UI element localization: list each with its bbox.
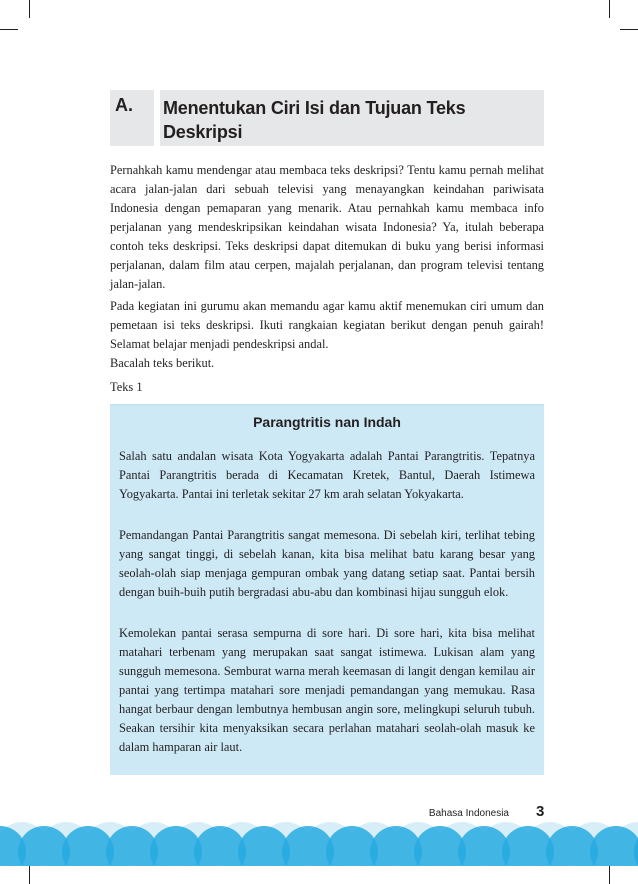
reading-paragraph-2: Pemandangan Pantai Parangtritis sangat memesona. Di sebelah kiri, terlihat tebing yang sangat tinggi, di sebelah kanan, kita bisa melihat batu karang besar yang seolah-olah siap menjaga gempuran ombak yang datang setiap saat. Pantai bersih dengan buih-buih putih bergradasi abu-abu dan kombinasi hijau sungguh elok.	[119, 528, 535, 599]
crop-mark-bottom-right-v	[609, 866, 610, 884]
page-number: 3	[536, 803, 545, 820]
section-title-box	[160, 90, 544, 146]
reading-text-title: Parangtritis nan Indah	[253, 414, 401, 430]
section-heading	[110, 90, 544, 146]
crop-mark-top-right-v	[609, 0, 610, 18]
reading-text-box	[110, 404, 544, 775]
crop-mark-top-right-h	[620, 29, 638, 30]
crop-mark-top-left-h	[0, 29, 18, 30]
crop-mark-top-left-v	[29, 0, 30, 18]
reading-paragraph-1: Salah satu andalan wisata Kota Yogyakarta adalah Pantai Parangtritis. Tepatnya Pantai Parangtritis berada di Kecamatan Kretek, Bantul, Daerah Istimewa Yogyakarta. Pantai ini terletak sekitar 27 km arah selatan Yokyakarta.	[119, 449, 535, 501]
intro-paragraph-2: Pada kegiatan ini gurumu akan memandu agar kamu aktif menemukan ciri umum dan pemetaan isi teks deskripsi. Ikuti rangkaian kegiatan berikut dengan penuh gairah! Selamat belajar menjadi pendeskripsi andal.	[110, 299, 544, 351]
section-title: Menentukan Ciri Isi dan Tujuan Teks Deskripsi	[163, 98, 466, 142]
footer-book-title: Bahasa Indonesia	[428, 808, 509, 819]
section-letter-box	[110, 90, 154, 146]
section-letter: A.	[115, 95, 133, 115]
intro-paragraph-1: Pernahkah kamu mendengar atau membaca teks deskripsi? Tentu kamu pernah melihat acara jalan-jalan dari sebuah televisi yang menayangkan keindahan pariwisata Indonesia dengan pemaparan yang menarik. Atau pernahkah kamu membaca info perjalanan yang mendeskripsikan keindahan wisata Indonesia? Ya, itulah beberapa contoh teks deskripsi. Teks deskripsi dapat ditemukan di buku yang berisi informasi perjalanan, dalam film atau cerpen, majalah perjalanan, dan program televisi tentang jalan-jalan.	[110, 163, 544, 291]
decorative-wave-band	[0, 818, 638, 866]
crop-mark-bottom-left-v	[29, 866, 30, 884]
wave-front-row	[0, 826, 638, 866]
text-label: Teks 1	[110, 380, 143, 394]
reading-instruction: Bacalah teks berikut.	[110, 356, 215, 370]
reading-paragraph-3: Kemolekan pantai serasa sempurna di sore hari. Di sore hari, kita bisa melihat matahari terbenam yang merupakan saat sangat istimewa. Lukisan alam yang sungguh memesona. Semburat warna merah keemasan di langit dengan kemilau air pantai yang tertimpa matahari sore menjadi pemandangan yang memukau. Rasa hangat berbaur dengan lembutnya hembusan angin sore, melingkupi seluruh tubuh. Seakan tersihir kita menyaksikan secara perlahan matahari seolah-olah masuk ke dalam hamparan air laut.	[119, 626, 535, 754]
